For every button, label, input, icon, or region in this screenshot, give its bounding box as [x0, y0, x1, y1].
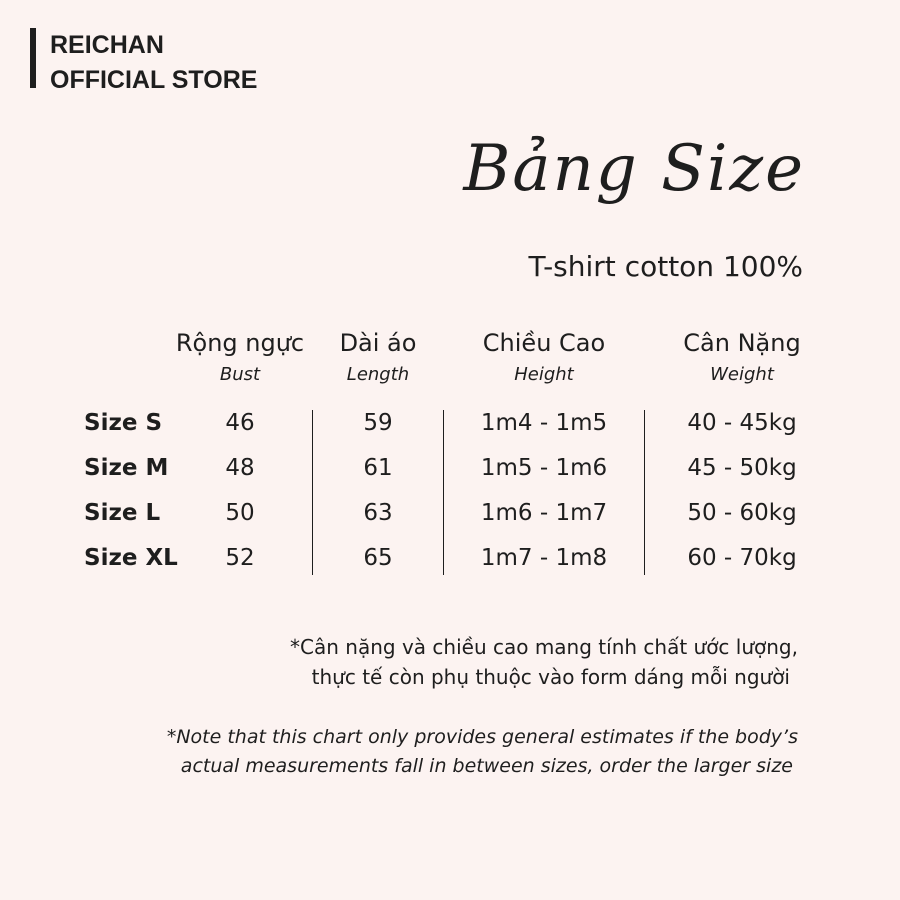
size-label-s: Size S — [84, 410, 163, 436]
column-header-height — [464, 328, 624, 388]
length-value: 61 — [363, 455, 393, 481]
column-header-weight — [662, 328, 822, 388]
size-label-l: Size L — [84, 500, 161, 526]
column-header-sublabel: Height — [514, 364, 574, 385]
column-divider — [312, 410, 313, 575]
note-line: *Cân nặng và chiều cao mang tính chất ước lượng, — [290, 635, 798, 659]
bust-value: 48 — [225, 455, 255, 481]
brand-bar — [30, 28, 36, 88]
brand-name: REICHAN — [50, 31, 164, 59]
page-subtitle: T-shirt cotton 100% — [528, 250, 803, 283]
column-header-label: Dài áo — [339, 329, 417, 357]
brand-tagline: OFFICIAL STORE — [50, 66, 258, 94]
column-header-sublabel: Length — [346, 364, 410, 385]
note-line: *Note that this chart only provides general estimates if the body’s — [166, 726, 798, 748]
bust-value: 46 — [225, 410, 255, 436]
page-title: Bảng Size — [463, 132, 805, 206]
height-value: 1m5 - 1m6 — [480, 455, 608, 481]
size-label-xl: Size XL — [84, 545, 178, 571]
weight-value: 45 - 50kg — [687, 455, 797, 481]
note-english — [167, 723, 798, 781]
height-value: 1m6 - 1m7 — [480, 500, 608, 526]
note-line: thực tế còn phụ thuộc vào form dáng mỗi người — [311, 665, 790, 689]
weight-value: 40 - 45kg — [687, 410, 797, 436]
column-header-label: Chiều Cao — [482, 329, 606, 357]
height-value: 1m4 - 1m5 — [480, 410, 608, 436]
height-value: 1m7 - 1m8 — [480, 545, 608, 571]
column-header-sublabel: Bust — [219, 364, 261, 385]
brand-text — [50, 28, 257, 98]
weight-value: 50 - 60kg — [687, 500, 797, 526]
column-header-length — [318, 328, 438, 388]
length-value: 63 — [363, 500, 393, 526]
column-divider — [644, 410, 645, 575]
bust-value: 50 — [225, 500, 255, 526]
note-vietnamese — [290, 632, 798, 692]
bust-value: 52 — [225, 545, 255, 571]
length-value: 65 — [363, 545, 393, 571]
column-header-label: Rộng ngực — [175, 329, 305, 357]
note-line: actual measurements fall in between sizes, order the larger size — [180, 755, 793, 777]
size-label-m: Size M — [84, 455, 169, 481]
column-header-bust — [170, 328, 310, 388]
weight-value: 60 - 70kg — [687, 545, 797, 571]
column-header-sublabel: Weight — [710, 364, 774, 385]
length-value: 59 — [363, 410, 393, 436]
column-header-label: Cân Nặng — [683, 329, 801, 357]
column-divider — [443, 410, 444, 575]
